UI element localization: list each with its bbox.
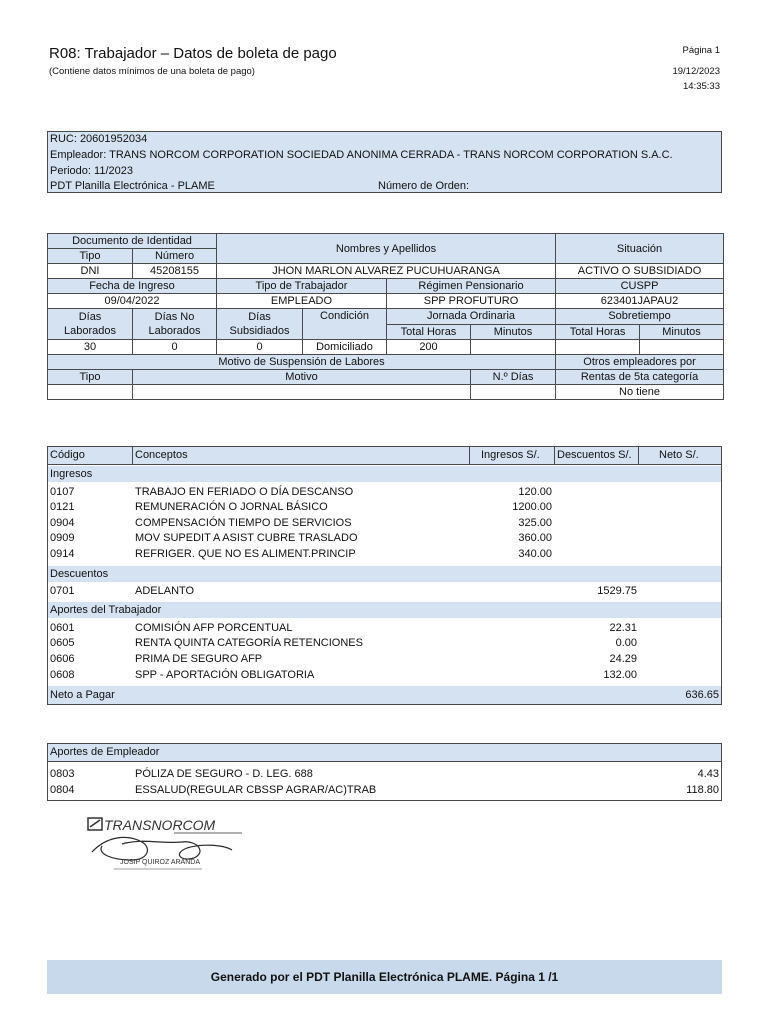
ndias-value (471, 385, 556, 400)
aporte-name: SPP - APORTACIÓN OBLIGATORIA (135, 669, 315, 681)
ingreso-code: 0909 (50, 532, 75, 544)
aportes-label: Aportes del Trabajador (50, 604, 162, 616)
jornada-horas-label: Total Horas (387, 324, 471, 340)
doc-tipo: DNI (48, 264, 133, 279)
ingreso-name: TRABAJO EN FERIADO O DÍA DESCANSO (135, 486, 354, 498)
divider (469, 447, 470, 464)
company-info (47, 131, 722, 193)
regimen-label: Régimen Pensionario (387, 279, 556, 294)
ingreso-name: COMPENSACIÓN TIEMPO DE SERVICIOS (135, 517, 352, 529)
col-codigo: Código (50, 449, 85, 461)
ingreso-amount: 360.00 (518, 532, 552, 544)
cuspp-label: CUSPP (556, 279, 724, 294)
ndias-label: N.º Días (471, 370, 556, 385)
contrib-amount: 118.80 (686, 784, 719, 796)
situacion-label: Situación (556, 234, 724, 264)
neto-label: Neto a Pagar (50, 689, 115, 701)
aporte-code: 0601 (50, 622, 75, 634)
dias-laborados-line1: Días (78, 311, 102, 323)
sobretiempo-label: Sobretiempo (556, 309, 724, 325)
ingreso-code: 0914 (50, 548, 75, 560)
divider (554, 447, 555, 464)
doc-header: Documento de Identidad (48, 234, 217, 249)
logo-text: TRANSNORCOM (104, 817, 216, 833)
contrib-code: 0803 (50, 768, 75, 780)
descuento-amount: 1529.75 (597, 585, 637, 597)
ingreso-code: 0904 (50, 517, 75, 529)
order-number: Número de Orden: (378, 180, 470, 192)
aporte-code: 0606 (50, 653, 75, 665)
sobretiempo-horas-label: Total Horas (556, 324, 640, 340)
numero-label: Número (133, 249, 217, 264)
minutos-value (471, 340, 556, 355)
total-horas-value: 200 (387, 340, 471, 355)
ingreso-name: MOV SUPEDIT A ASIST CUBRE TRASLADO (135, 532, 358, 544)
motivo-value (133, 385, 471, 400)
dias-no-laborados-line2: Laborados (148, 325, 201, 337)
report-date: 19/12/2023 (672, 66, 720, 77)
contrib-amount: 4.43 (697, 768, 719, 780)
tipo-trabajador-label: Tipo de Trabajador (217, 279, 387, 294)
contrib-name: PÓLIZA DE SEGURO - D. LEG. 688 (135, 768, 313, 780)
ingreso-code: 0107 (50, 486, 75, 498)
section-descuentos (48, 566, 721, 582)
section-ingresos (48, 466, 721, 482)
col-conceptos: Conceptos (135, 449, 188, 461)
sobretiempo-minutos-value (640, 340, 724, 355)
dias-subsidiados-value: 0 (217, 340, 303, 355)
jornada-minutos-label: Minutos (471, 324, 556, 340)
ingreso-code: 0121 (50, 501, 75, 513)
report-time: 14:35:33 (683, 81, 720, 92)
col-descuentos: Descuentos S/. (557, 449, 632, 461)
ingresos-label: Ingresos (50, 468, 93, 480)
concepts-table (47, 446, 722, 705)
ingreso-amount: 340.00 (518, 548, 552, 560)
sobretiempo-horas-value (556, 340, 640, 355)
otros-line2: Rentas de 5ta categoría (556, 370, 724, 385)
page-number: Página 1 (682, 45, 720, 56)
otros-line1: Otros empleadores por (556, 355, 724, 370)
names-label: Nombres y Apellidos (217, 234, 556, 264)
descuentos-label: Descuentos (50, 568, 109, 580)
dias-no-laborados-line1: Días No (154, 311, 195, 323)
ingreso-name: REFRIGER. QUE NO ES ALIMENT.PRINCIP (135, 548, 356, 560)
neto-value: 636.65 (685, 689, 719, 701)
ingreso-amount: 1200.00 (512, 501, 552, 513)
regimen-value: SPP PROFUTURO (387, 294, 556, 309)
aporte-amount: 22.31 (609, 622, 637, 634)
worker-name: JHON MARLON ALVAREZ PUCUHUARANGA (217, 264, 556, 279)
employer-name: Empleador: TRANS NORCOM CORPORATION SOCIEDAD ANONIMA CERRADA - TRANS NORCOM CORPORATION S.A.C. (50, 149, 673, 161)
dias-laborados-value: 30 (48, 340, 133, 355)
sobretiempo-minutos-label: Minutos (640, 324, 724, 340)
motivo-tipo-value (48, 385, 133, 400)
otros-value: No tiene (556, 385, 724, 400)
dias-no-laborados-value: 0 (133, 340, 217, 355)
aporte-name: PRIMA DE SEGURO AFP (135, 653, 263, 665)
situacion-value: ACTIVO O SUBSIDIADO (556, 264, 724, 279)
tipo-label: Tipo (48, 249, 133, 264)
dias-no-laborados-label (133, 309, 217, 340)
ingreso-name: REMUNERACIÓN O JORNAL BÁSICO (135, 501, 328, 513)
ruc: RUC: 20601952034 (50, 133, 148, 145)
page-subtitle: (Contiene datos mínimos de una boleta de pago) (49, 66, 255, 77)
aporte-code: 0605 (50, 637, 75, 649)
descuento-name: ADELANTO (135, 585, 195, 597)
dias-laborados-line2: Laborados (64, 325, 116, 337)
aporte-name: COMISIÓN AFP PORCENTUAL (135, 622, 293, 634)
worker-table (47, 233, 724, 400)
aporte-amount: 132.00 (603, 669, 637, 681)
divider (638, 447, 639, 464)
dias-subsidiados-line1: Días (248, 311, 271, 323)
condicion-label: Condición (303, 309, 387, 340)
employer-contrib-label: Aportes de Empleador (50, 746, 160, 758)
cuspp-value: 623401JAPAU2 (556, 294, 724, 309)
motivo-label: Motivo (133, 370, 471, 385)
fecha-ingreso-label: Fecha de Ingreso (48, 279, 217, 294)
signer-name: JOSIP QUIROZ ARANDA (120, 859, 200, 866)
aporte-name: RENTA QUINTA CATEGORÍA RETENCIONES (135, 637, 363, 649)
aporte-amount: 0.00 (615, 637, 637, 649)
col-neto: Neto S/. (659, 449, 699, 461)
dias-laborados-label (48, 309, 133, 340)
period: Periodo: 11/2023 (50, 165, 133, 177)
contrib-name: ESSALUD(REGULAR CBSSP AGRAR/AC)TRAB (135, 784, 377, 796)
aporte-amount: 24.29 (609, 653, 637, 665)
pdt-label: PDT Planilla Electrónica - PLAME (50, 180, 215, 192)
dias-subsidiados-line2: Subsidiados (229, 325, 290, 337)
dias-subsidiados-label (217, 309, 303, 340)
section-neto (48, 686, 721, 704)
employer-contrib-table (47, 743, 722, 801)
fecha-ingreso-value: 09/04/2022 (48, 294, 217, 309)
doc-numero: 45208155 (133, 264, 217, 279)
page-title: R08: Trabajador – Datos de boleta de pago (49, 45, 337, 62)
footer-bar: Generado por el PDT Planilla Electrónica PLAME. Página 1 /1 (47, 960, 722, 994)
logo-mark (88, 818, 102, 830)
ingreso-amount: 120.00 (518, 486, 552, 498)
ingreso-amount: 325.00 (518, 517, 552, 529)
motivo-tipo-label: Tipo (48, 370, 133, 385)
tipo-trabajador-value: EMPLEADO (217, 294, 387, 309)
col-ingresos: Ingresos S/. (481, 449, 540, 461)
aporte-code: 0608 (50, 669, 75, 681)
divider (132, 447, 133, 464)
signature-stamp (82, 814, 250, 880)
descuento-code: 0701 (50, 585, 75, 597)
jornada-label: Jornada Ordinaria (387, 309, 556, 325)
condicion-value: Domiciliado (303, 340, 387, 355)
motivo-header: Motivo de Suspensión de Labores (48, 355, 556, 370)
contrib-code: 0804 (50, 784, 75, 796)
